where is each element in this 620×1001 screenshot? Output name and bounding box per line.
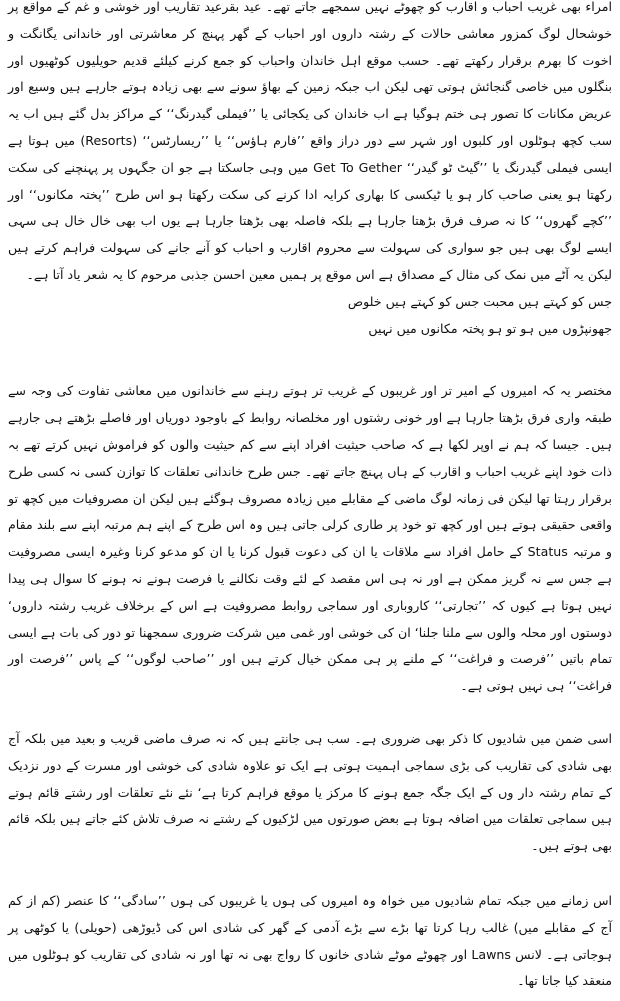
section-gap (8, 860, 612, 888)
paragraph-family-gatherings: امراء بھی غریب احباب و اقارب کو چھوٹے نہیں سمجھے جاتے تھے۔ عید بقرعید تقاریب اور خوشی و غم کے مواقع پر خوشحال لوگ کمزور معاشی حالات کے رشتہ داروں اور احباب کے گھر پہنچ کر معاشرتی اور خاندانی یگانگت و اخوت کا بھرم برقرار رکھتے تھے۔ حسب موقع اہل خاندان واحباب کو جمع کرنے کیلئے قدیم حویلیوں کوٹھیوں اور بنگلوں میں خاصی گنجائش ہوتی تھی لیکن اب جبکہ زمین کے بھاؤ سونے سے بھی زیادہ ہوتے جارہے ہیں وسیع اور عریض مکانات کا تصور ہی ختم ہوگیا ہے اب خاندان کی یکجائی یا ’’فیملی گیدرنگ‘‘ کے مراکز بدل گئے ہیں اب یہ سب کچھ ہوٹلوں اور کلبوں اور شہر سے دور دراز واقع ’’فارم ہاؤس‘‘ یا ’’ریسارٹس‘‘ (Resorts) میں ہوتا ہے ایسی فیملی گیدرنگ یا ’’گیٹ ٹو گیدر‘‘ Get To Gether میں وہی جاسکتا ہے جو ان جگہوں پر پہنچنے کی سکت رکھتا ہو یعنی صاحب کار ہو یا ٹیکسی کا بھاری کرایہ ادا کرنے کی سکت رکھتا ہو اس طرح ’’پختہ مکانوں‘‘ اور ’’کچے گھروں‘‘ کا نہ صرف فرق بڑھتا جارہا ہے بلکہ فاصلہ بھی بڑھتا جارہا ہے یوں اب بھی خال خال ہی سہی ایسے لوگ بھی ہیں جو سواری کی سہولت سے محروم اقارب و احباب کو آنے جانے کی سہولت فراہم کرتے ہیں لیکن یہ آٹے میں نمک کی مثال کے مصداق ہے اس موقع پر ہمیں معین احسن جذبی مرحوم کا یہ شعر یاد آتا ہے۔ (8, 0, 612, 282)
verse-line-1: جس کو کہتے ہیں محبت جس کو کہتے ہیں خلوص (347, 293, 612, 309)
section-gap (8, 342, 612, 378)
paragraph-weddings: اسی ضمن میں شادیوں کا ذکر بھی ضروری ہے۔ سب ہی جانتے ہیں کہ نہ صرف ماضی قریب و بعید میں بلکہ آج بھی شادی کی تقاریب کی بڑی سماجی اہمیت ہوتی ہے ایک تو علاوہ شادی کی خوشی اور مسرت کے دور نزدیک کے تمام رشتہ دار وں کے ایک جگہ جمع ہونے کا مرکز یا موقع فراہم کرتا ہے‘ نئے نئے تعلقات اور رشتے قائم ہوتے ہیں سماجی تعلقات میں اضافہ ہوتا ہے بعض صورتوں میں لڑکیوں کے رشتے نہ صرف تلاش کئے جاتے ہیں بلکہ قائم بھی ہوتے ہیں۔ (8, 730, 612, 854)
paragraph-simplicity: اس زمانے میں جبکہ تمام شادیوں میں خواہ وہ امیروں کی ہوں یا غریبوں کی ہوں ’’سادگی‘‘ کا عنصر (کم از کم آج کے مقابلے میں) غالب رہا کرتا تھا بڑے سے بڑے آدمی کے گھر کی شادی اس کی ڈیوڑھی (حویلی) یا کوٹھی پر ہوجاتی ہے۔ لانس Lawns اور چھوٹے موٹے شادی خانوں کا رواج بھی نہ تھا اور نہ شادی کی تقاریب کو ہوٹلوں میں منعقد کیا جاتا تھا۔ (8, 892, 612, 989)
paragraph-economic-disparity: مختصر یہ کہ امیروں کے امیر تر اور غریبوں کے غریب تر ہوتے رہنے سے خاندانوں میں معاشی تفاوت کی وجہ سے طبقہ واری فرق بڑھتا جارہا ہے اور خونی رشتوں اور مخلصانہ روابط کے باوجود دوریاں اور فاصلے بڑھتے ہی جارہے ہیں۔ جیسا کہ ہم نے اوپر لکھا ہے کہ صاحب حیثیت افراد اپنے سے کم حیثیت والوں کو فراموش نہیں کرتے تھے بہ ذات خود اپنے غریب احباب و اقارب کے ہاں پہنچ جاتے تھے۔ جس طرح خاندانی تعلقات کا توازن کسی نہ کسی طرح برقرار رہتا تھا لیکن فی زمانہ لوگ ماضی کے مقابلے میں زیادہ مصروف ہوگئے ہیں لیکن ان مصروفیات میں کچھ تو واقعی حقیقی ہوتے ہیں اور کچھ تو خود پر طاری کرلی جاتی ہیں وہ اس طرح کے اپنے ہم مرتبہ اپنے سے بلند مقام و مرتبہ Status کے حامل افراد سے ملاقات یا ان کی دعوت قبول کرنا یا ان کو مدعو کرنا وغیرہ ایسی مصروفیت ہے جس سے نہ گریز ممکن ہے اور نہ ہی اس مقصد کے لئے وقت نکالنے یا فرصت ہونے نہ ہونے کا سوال ہی پیدا نہیں ہوتا ہے کیوں کہ ’’تجارتی‘‘ کاروباری اور سماجی روابط مصروفیت ہے اس کے برخلاف غریب رشتہ داروں‘ دوستوں اور محلہ والوں سے ملنا جلنا‘ ان کی خوشی اور غمی میں شرکت ضروری سمجھنا تو دور کی بات ہے ایسی تمام باتیں ’’فرصت و فراغت‘‘ کے ملنے پر ہی ممکن خیال کرتے ہیں اور ’’صاحب لوگوں‘‘ کے پاس ’’فرصت اور فراغت‘‘ ہی نہیں ہوتی ہے۔ (8, 383, 612, 694)
verse-line-2: جھونپڑوں میں ہو تو ہو پختہ مکانوں میں نہیں (368, 320, 612, 336)
section-gap (8, 700, 612, 726)
